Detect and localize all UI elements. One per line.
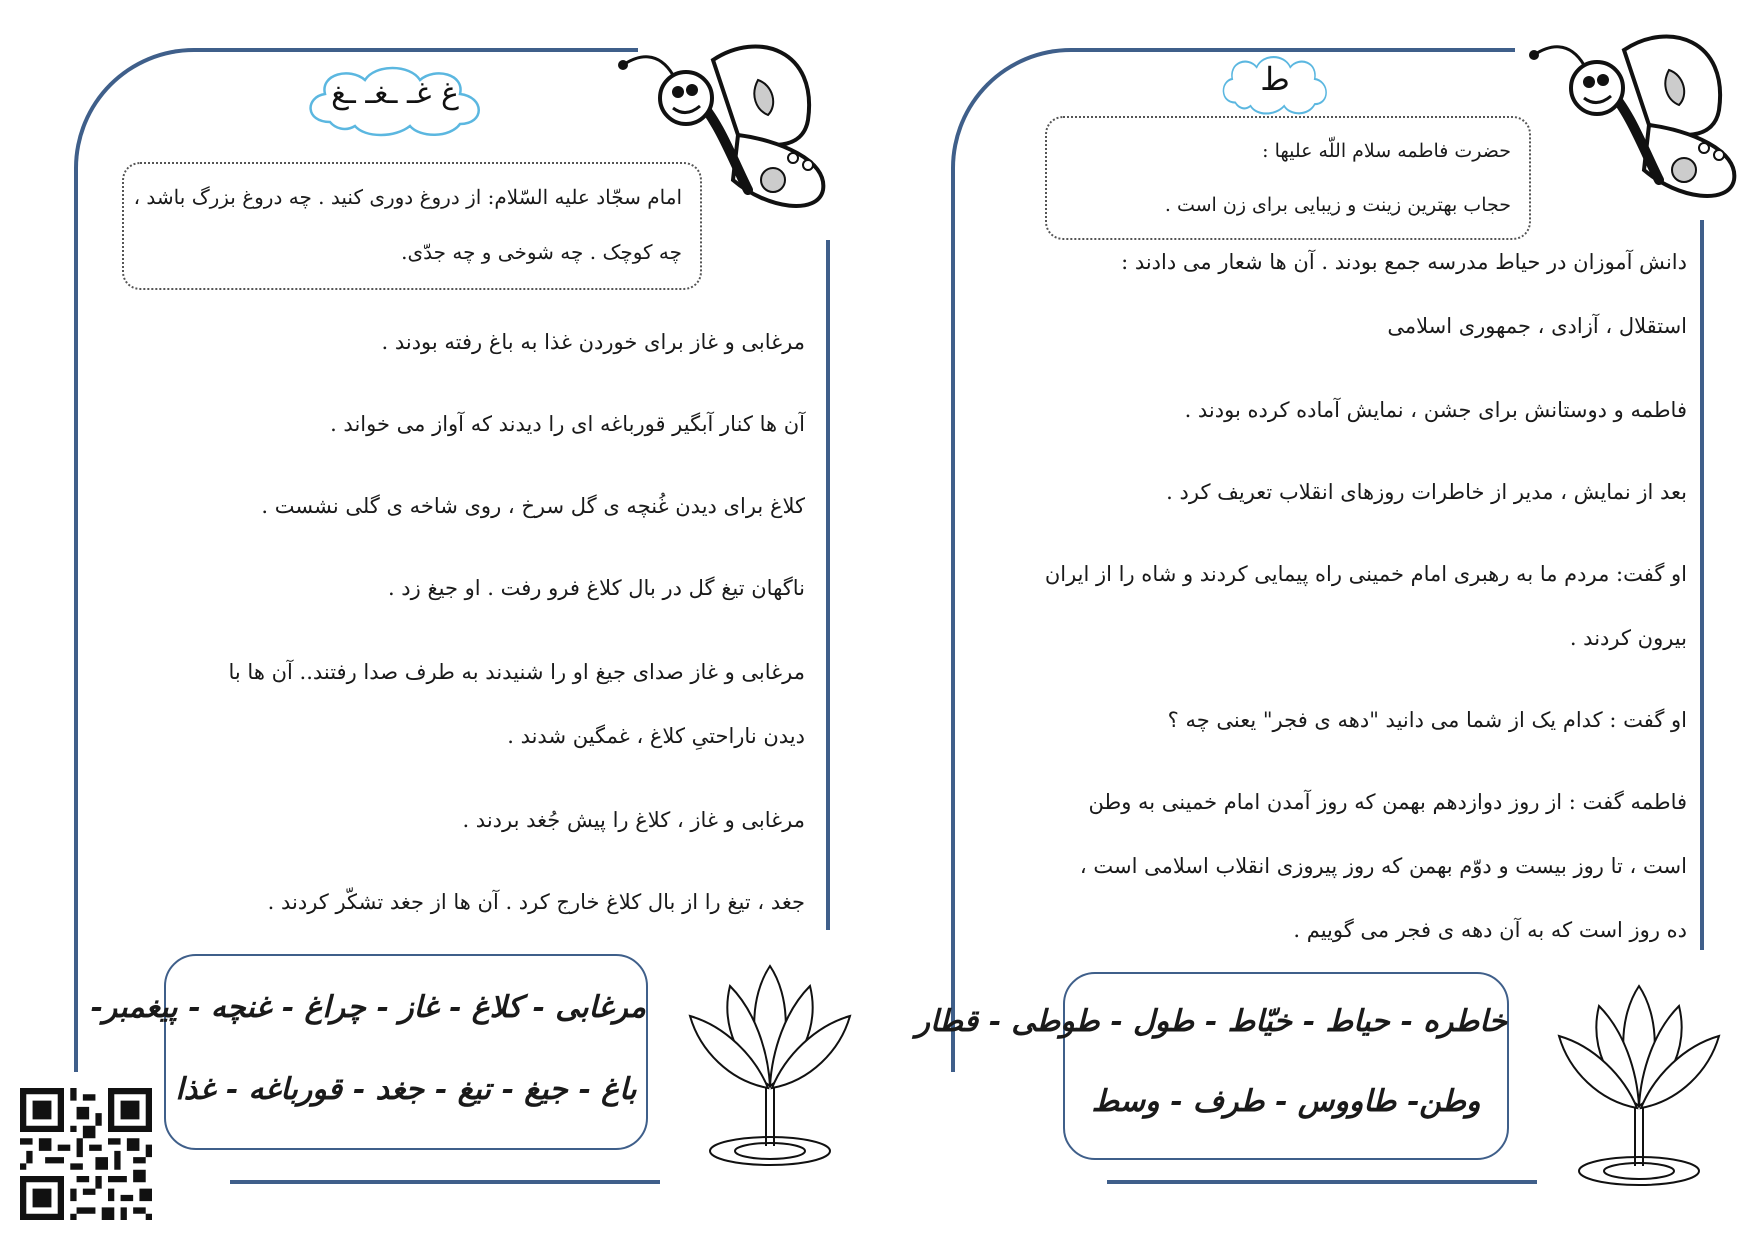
story-line: ناگهان تیغ گل در بال کلاغ فرو رفت . او جیغ زد . xyxy=(387,576,805,600)
story-line: ده روز است که به آن دهه ی فجر می گوییم . xyxy=(1293,918,1687,942)
story-line: او گفت: مردم ما به رهبری امام خمینی راه پیمایی کردند و شاه را از ایران xyxy=(1044,562,1687,586)
story-line: فاطمه و دوستانش برای جشن ، نمایش آماده کرده بودند . xyxy=(1184,398,1687,422)
letter-cloud-text: غ غـ ـغـ ـغ xyxy=(331,76,459,111)
story-line: دانش آموزان در حیاط مدرسه جمع بودند . آن ها شعار می دادند : xyxy=(1121,250,1687,274)
letter-cloud-text: ط xyxy=(1260,60,1290,98)
story-line: مرغابی و غاز برای خوردن غذا به باغ رفته بودند . xyxy=(381,330,805,354)
story-line: دیدن ناراحتیِ کلاغ ، غمگین شدند . xyxy=(507,724,805,748)
right-page-frame-side xyxy=(1700,220,1704,950)
words-line: وطن- طاووس - طرف - وسط xyxy=(1091,1084,1481,1119)
story-line: آن ها کنار آبگیر قورباغه ای را دیدند که آواز می خواند . xyxy=(330,412,805,436)
story-line: استقلال ، آزادی ، جمهوری اسلامی xyxy=(1387,314,1687,338)
words-box xyxy=(915,972,1509,1160)
words-line: باغ - جیغ - تیغ - جغد - قورباغه - غذا xyxy=(175,1072,637,1107)
story-line: مرغابی و غاز صدای جیغ او را شنیدند به طرف صدا رفتند.. آن ها با xyxy=(228,660,805,684)
story-line: جغد ، تیغ را از بال کلاغ خارج کرد . آن ها از جغد تشکّر کردند . xyxy=(267,890,805,914)
story-line: است ، تا روز بیست و دوّم بهمن که روز پیروزی انقلاب اسلامی است ، xyxy=(1079,854,1687,878)
right-page xyxy=(877,0,1754,1240)
qr-code-icon xyxy=(20,1088,152,1220)
story-line: فاطمه گفت : از روز دوازدهم بهمن که روز آمدن امام خمینی به وطن xyxy=(1088,790,1687,814)
story-line: بیرون کردند . xyxy=(1569,626,1687,650)
hadith-line: حجاب بهترین زینت و زیبایی برای زن است . xyxy=(1164,194,1511,216)
lotus-flower-icon xyxy=(1549,976,1729,1191)
hadith-line: حضرت فاطمه سلام اللّه علیها : xyxy=(1262,140,1511,162)
story-line: مرغابی و غاز ، کلاغ را پیش جُغد بردند . xyxy=(462,808,805,832)
story-line: کلاغ برای دیدن غُنچه ی گل سرخ ، روی شاخه ی گلی نشست . xyxy=(261,494,805,518)
hadith-line: چه کوچک . چه شوخی و چه جدّی. xyxy=(401,240,682,264)
left-page-frame-side xyxy=(826,240,830,930)
hadith-line: امام سجّاد علیه السّلام: از دروغ دوری کنید . چه دروغ بزرگ باشد ، xyxy=(133,185,682,209)
words-line: خاطره - حیاط - خیّاط - طول - طوطی - قطار xyxy=(915,1004,1507,1039)
words-box xyxy=(90,954,648,1150)
lotus-flower-icon xyxy=(680,956,860,1171)
story-line: او گفت : کدام یک از شما می دانید "دهه ی فجر" یعنی چه ؟ xyxy=(1167,708,1687,732)
story-line: بعد از نمایش ، مدیر از خاطرات روزهای انقلاب تعریف کرد . xyxy=(1166,480,1687,504)
words-line: مرغابی - کلاغ - غاز - چراغ - غنچه - پیغمبر- xyxy=(90,990,646,1025)
